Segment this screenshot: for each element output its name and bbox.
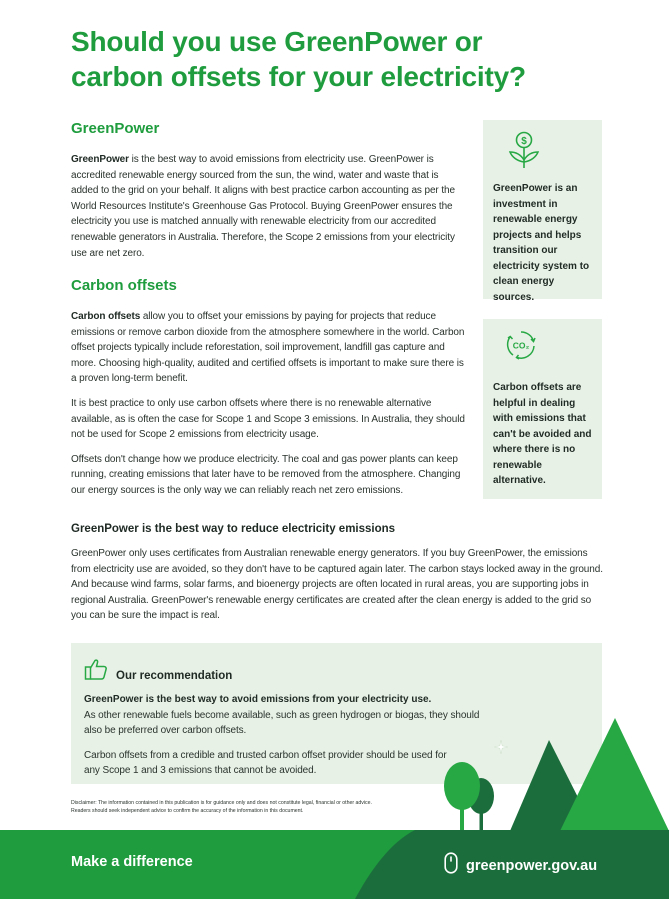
offsets-heading: Carbon offsets — [71, 277, 177, 294]
offsets-section — [71, 277, 466, 499]
greenpower-body: is the best way to avoid emissions from electricity use. GreenPower is accredited renewable energy sourced from the sun, the wind, water and waste that is added to the grid on your behalf. It aligns with best practice carbon accounting as per the World Resources Institute's Greenhouse Gas Protocol. Buying GreenPower ensures the electricity you use is matched annually with renewable electricity from our accredited renewable generators in Australia. Therefore, the Scope 2 emissions from your electricity use are net zero. — [71, 154, 455, 259]
recommendation-lead: GreenPower is the best way to avoid emissions from your electricity use. — [84, 694, 432, 705]
offsets-body-1: allow you to offset your emissions by paying for projects that reduce emissions or remove carbon dioxide from the atmosphere somewhere in the world. Carbon offset projects typically include reforestation, soil improvement, landfill gas capture and more. Choosing high-quality, audited and certified offsets is important to make sure there is a proven long-term benefit. — [71, 311, 465, 385]
side-callout-offsets-text: Carbon offsets are helpful in dealing with emissions that can't be avoided and where there is no renewable alternative. — [493, 382, 592, 486]
offsets-paragraph-1 — [71, 309, 466, 387]
greenpower-lead: GreenPower — [71, 154, 129, 165]
recommendation-title: Our recommendation — [116, 669, 233, 682]
co2-cycle-icon — [505, 329, 593, 366]
disclaimer — [71, 799, 431, 815]
offsets-paragraph-2: It is best practice to only use carbon offsets where there is no renewable alternative available, as is often the case for Scope 1 and Scope 3 emissions. In Australia, they should not be used for Scope 2 emissions from electricity usage. — [71, 397, 465, 441]
greenpower-section — [71, 120, 466, 261]
best-way-section — [71, 523, 606, 624]
side-callout-greenpower-text: GreenPower is an investment in renewable energy projects and helps transition our electricity system to clean energy sources. — [493, 183, 590, 303]
footer-tagline: Make a difference — [71, 854, 193, 870]
svg-text:$: $ — [521, 136, 527, 147]
thumbs-up-icon — [84, 657, 108, 686]
footer — [0, 830, 669, 899]
best-way-paragraph: GreenPower only uses certificates from Australian renewable energy generators. If you buy GreenPower, the emissions from electricity use are avoided, so they don't have to be captured again later. The carbon stays locked away in the ground. And because wind farms, solar farms, and bioenergy projects are often located in rural areas, you are supporting jobs in regional Australia. GreenPower's renewable energy certificates are created after the clean energy is added to the grid so you can be sure the impact is real. — [71, 548, 603, 622]
footer-website-link[interactable] — [444, 852, 597, 879]
page-title — [71, 24, 611, 94]
offsets-lead: Carbon offsets — [71, 311, 141, 322]
recommendation-header — [84, 657, 588, 686]
mouse-icon — [444, 852, 458, 879]
greenpower-paragraph — [71, 152, 466, 261]
recommendation-paragraph-2: Carbon offsets from a credible and trusted carbon offset provider should be used for any Scope 1 and 3 emissions that cannot be avoided. — [84, 749, 447, 777]
page-title-line-2: carbon offsets for your electricity? — [71, 61, 526, 92]
best-way-heading: GreenPower is the best way to reduce electricity emissions — [71, 523, 396, 535]
disclaimer-line-1: Disclaimer: The information contained in this publication is for guidance only and does not constitute legal, financial or other advice. — [71, 800, 372, 806]
offsets-paragraph-3: Offsets don't change how we produce electricity. The coal and gas power plants can keep running, creating emissions that later have to be removed from the atmosphere. Changing our energy sources is the only way we can reliably reach net zero emissions. — [71, 453, 461, 496]
recommendation-paragraph-1: As other renewable fuels become available, such as green hydrogen or biogas, they should also be preferred over carbon offsets. — [84, 709, 480, 737]
side-callout-offsets — [483, 319, 602, 499]
plant-money-icon — [507, 130, 593, 175]
co2-label: CO₂ — [512, 340, 530, 351]
greenpower-heading: GreenPower — [71, 120, 160, 137]
page-title-line-1: Should you use GreenPower or — [71, 26, 483, 57]
footer-url[interactable]: greenpower.gov.au — [466, 857, 598, 874]
trees-illustration — [430, 718, 669, 836]
side-callout-greenpower — [483, 120, 602, 303]
disclaimer-line-2: Readers should seek independent advice to confirm the accuracy of the information in this document. — [71, 808, 304, 814]
